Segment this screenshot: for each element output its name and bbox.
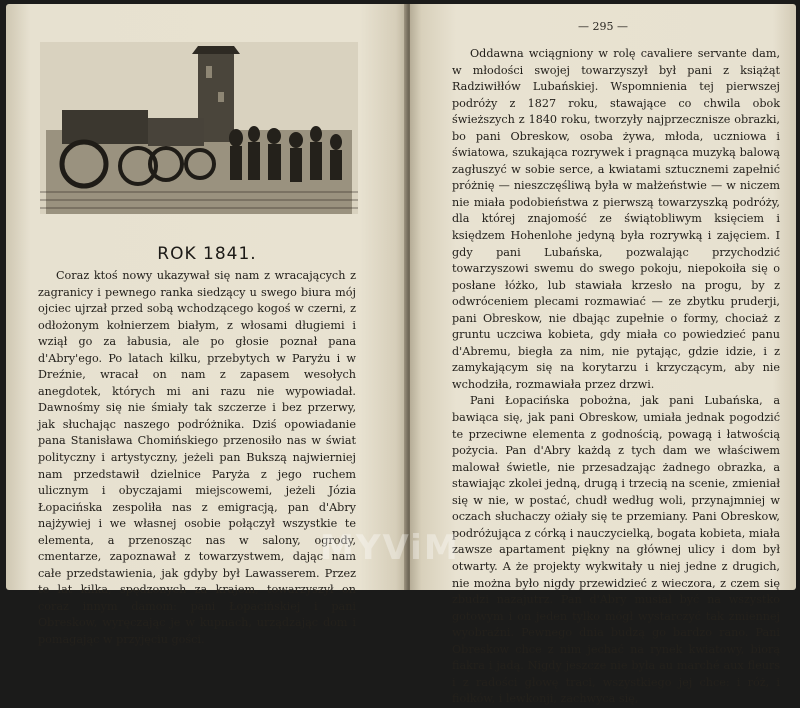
right-page bbox=[410, 4, 796, 706]
paragraph: Coraz ktoś nowy ukazywał się nam z wracających z zagranicy i pewnego ranka siedzący u swego biura mój ojciec ujrzał przed sobą wchodzącego kogoś w czerni, z odłożonym kołnierzem białym, z włosami długiemi i wziął go za łabusia, ale po głosie poznał pana d'Abry'ego. Po latach kilku, przebytych w Paryżu i w Dreźnie, wracał on nam z zapasem wesołych anegdotek, których mi ani razu nie wypowiadał. Dawnośmy się nie śmiały tak szczerze i bez przerwy, jak słuchając naszego podróżnika. Dziś opowiadanie pana Stanisława Chomińskiego przenosiło nas w świat polityczny i artystyczny, jeżeli pan Bukszą najwierniej nam przedstawił dzielnice Paryża z jego ruchem ulicznym i obyczajami miejscowemi, jeżeli Józia Łopacińska zespoliła nas z emigracją, pan d'Abry najżywiej i we własnej osobie połączył wszystkie te elementa, a przenosząc nas w salony, ogrody, cmentarze, zapoznawał z towarzystwem, dając nam całe przedstawienia, jak gdyby był Lawasserem. Przez te lat kilka, spędzonych za krajem, towarzyszył on coraz innym damom: pani Łopacińskiej i pani Obreskow, wyręczając je w kupnach, urządzając dom i pomagając w przyjęciu gości. bbox=[38, 269, 356, 647]
left-page-text bbox=[38, 268, 356, 649]
paragraph: Pani Łopacińska pobożna, jak pani Lubańska, a bawiąca się, jak pani Obreskow, umiała jednak pogodzić te przeciwne elementa z godnością, powagą i łatwością pożycia. Pan d'Abry każdą z tych dam we właściwem malował świetle, nie przesadzając żadnego obrazka, a stawiając zkolei jedną, drugą i trzecią na scenie, zmieniał się w nie, w postać, chudł według woli, przynajmniej w oczach słuchaczy ożiały się te przemiany. Pani Obreskow, podróżująca z córką i nauczycielką, bogata kobieta, miała zawsze apartament piękny na głównej ulicy i dom był otwarty. A że projekty wykwitały u niej jedne z drugich, nie można było nigdy przewidzieć z wieczora, z czem się zbudzi nazajutrz. Pan d'Abry musiał być na wszystko gotowym i on jeden tylko mógł wystarczyć tak zmiennej wyobraźni. Pewnego dnia budzą go bardzo rano. Pani Obreskow chce z nim jechać na rynek kwiatowy, biorą fiakra i jadą. Nigdy jeszcze nie była au marché aux fleurs i z radości głowę traci, wszystkiego jej chce: i róż, i fiołków, i lewkonji, zachwyca się, bbox=[452, 394, 780, 706]
watermark: MYViM bbox=[320, 528, 460, 568]
engraving-illustration bbox=[40, 42, 358, 214]
page-number: — 295 — bbox=[578, 20, 628, 33]
chapter-title: ROK 1841. bbox=[157, 244, 257, 264]
right-page-text bbox=[452, 46, 780, 708]
left-page bbox=[6, 4, 408, 647]
paragraph: Oddawna wciągniony w rolę cavaliere servante dam, w młodości swojej towarzyszył był pani z książąt Radziwiłłów Lubańskiej. Wspomnienia tej pierwszej podróży z 1827 roku, stawające co chwila obok świeższych z 1840 roku, tworzyły najprzecznisze obrazki, bo pani Obreskow, osoba żywa, młoda, uczniowa i światowa, szukająca rozrywek i pragnąca muzyką balową zagłuszyć w sobie serce, a kwiatami sztucznemi zapełnić próżnię — nieszczęśliwą była w małżeństwie — w niczem nie miała podobieństwa z pierwszą towarzyszką podróży, dla której znajomość ze świątobliwym księciem i księdzem Hohenlohe jedyną była rozrywką i zajęciem. I gdy pani Lubańska, pozwalając przychodzić towarzyszowi swemu do swego pokoju, niepokoiła się o posłane łóżko, lub stawiała krzesło na progu, by z odwróceniem plecami rozmawiać — ze zbytku pruderji, pani Obreskow, nie dbając zupełnie o formy, chociaż z gruntu uczciwa kobieta, gdy miała co powiedzieć panu d'Abremu, biegła za nim, nie pytając, gdzie idzie, i z zamykającym się na korytarzu i krzyczącym, aby nie wchodziła, rozmawiała przez drzwi. bbox=[452, 47, 780, 391]
